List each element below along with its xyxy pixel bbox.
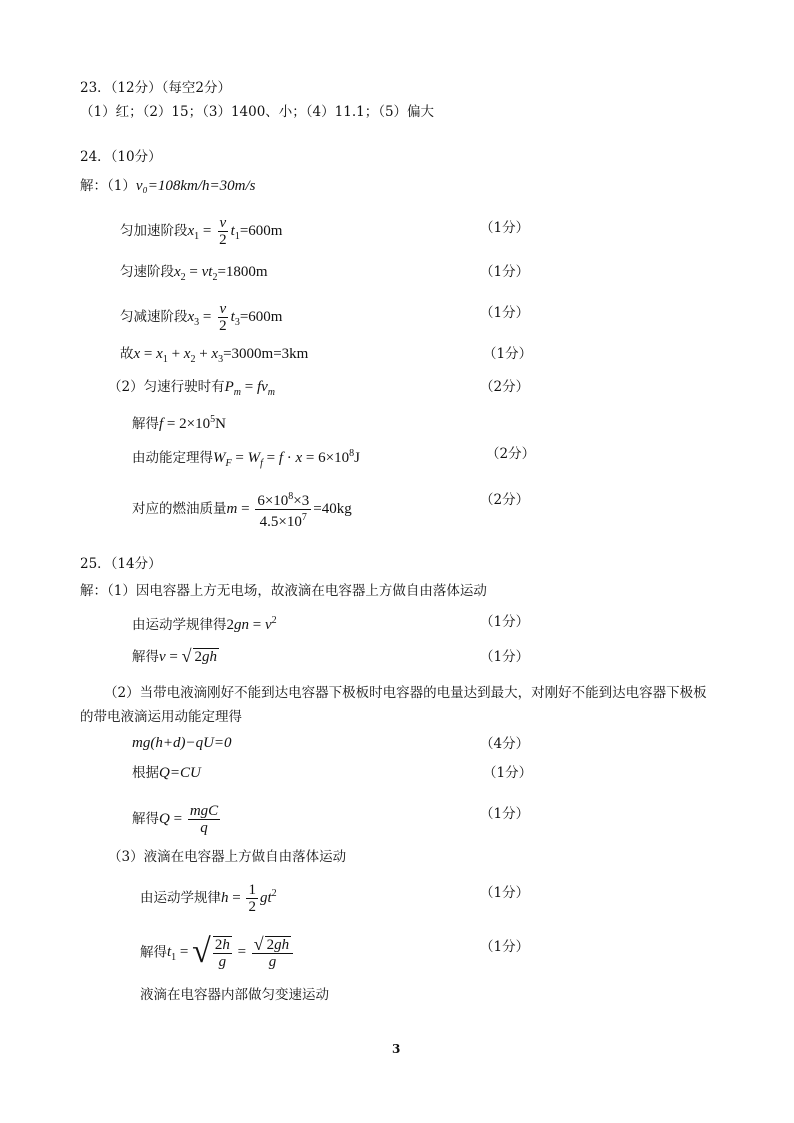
q24-stage2-label: 匀速阶段 (120, 264, 174, 280)
q25-score-5: （1分） (480, 806, 530, 822)
q25-part2-line2: 的带电液滴运用动能定理得 (80, 709, 242, 725)
q25-score-7: （1分） (480, 939, 530, 955)
q24-stage1-result: =600m (239, 222, 283, 239)
q25-kin: 由运动学规律得$2gn = v^2$ (132, 615, 277, 633)
q24-intro: 解：（1） (80, 178, 136, 194)
q24-stage2-result: =1800m (217, 264, 268, 280)
q25-score-4: （1分） (483, 765, 533, 781)
q25-q-eq: Q=CU (159, 765, 201, 781)
q25-part3: （3）液滴在电容器上方做自由落体运动 (108, 849, 347, 865)
q24-part2-label: （2）匀速行驶时有 (108, 379, 225, 395)
q24-score-6: （2分） (486, 446, 536, 462)
q24-score-4: （1分） (483, 346, 533, 362)
q25-kin2: 由运动学规律h = $\frac{1}{2}$ $gt^2$ (140, 882, 277, 915)
q24-stage1-label: 匀加速阶段 (120, 222, 188, 239)
q24-stage1: 匀加速阶段$x_1$ = $\frac{v}{2}$ $t_1=600m$ (120, 215, 283, 248)
q24-total-label: 故 (120, 346, 134, 362)
q24-total: 故$x = x_1 + x_2 + x_3=3000m=3km$ (120, 346, 309, 365)
q24-total-result: =3000m=3km (223, 346, 309, 362)
q24-stage2: 匀速阶段$x_2 = vt_2=1800m$ (120, 264, 268, 283)
q24-energy: 由动能定理得$W_F = W_f = f \cdot x = 6\times 10^8J$ (132, 448, 360, 469)
q25-solve-v: 解得v = √ 2gh (132, 646, 218, 666)
q25-energy-eq: mg(h+d)−qU=0 (132, 735, 232, 751)
q25-last: 液滴在电容器内部做匀变速运动 (140, 987, 329, 1003)
q25-solve-q: 解得Q = $\frac{\text{mgC}}{q}$ (132, 803, 219, 836)
q24-fuel-result: =40kg (313, 500, 352, 517)
q24-solve-f: 解得$f = 2\times 10^5N$ (132, 414, 226, 432)
q24-score-2: （1分） (480, 264, 530, 280)
q24-part2: （2）匀速行驶时有$P_m = fv_m$ (108, 379, 276, 398)
q25-kin-label: 由运动学规律得 (132, 617, 227, 633)
q25-solve-t: 解得$t_1$ = √ $\frac{2h}{g}$ = $\frac{√ 2gh}{g}$ (140, 936, 295, 970)
q23-heading: 23．（12分）（每空2分） (80, 80, 231, 96)
q24-solve-f-label: 解得 (132, 416, 159, 432)
q25-part2-line1: （2）当带电液滴刚好不能到达电容器下极板时电容器的电量达到最大，对刚好不能到达电容器下极板 (104, 685, 707, 701)
q25-solve-q-label: 解得 (132, 810, 159, 827)
q24-v0: v₀=108km/h=30m/s (135, 178, 256, 194)
q24-score-7: （2分） (480, 492, 530, 508)
page-number: 3 (392, 1042, 401, 1056)
q25-kin2-label: 由运动学规律 (140, 889, 221, 906)
q25-score-2: （1分） (480, 649, 530, 665)
q24-energy-label: 由动能定理得 (132, 450, 213, 466)
q25-score-3: （4分） (480, 736, 530, 752)
q25-part1: 解：（1）因电容器上方无电场，故液滴在电容器上方做自由落体运动 (80, 583, 487, 599)
q24-stage3-label: 匀减速阶段 (120, 308, 188, 325)
q25-solve-v-label: 解得 (132, 649, 159, 665)
q24-score-5: （2分） (480, 379, 530, 395)
q25-heading: 25．（14分） (80, 556, 162, 572)
q24-score-3: （1分） (480, 305, 530, 321)
q24-heading: 24．（10分） (80, 149, 162, 165)
q23-answers: （1）红；（2）15；（3）1400、小；（4）11.1；（5）偏大 (80, 104, 435, 120)
q25-q (132, 763, 201, 783)
q25-score-6: （1分） (480, 885, 530, 901)
q25-solve-t-label: 解得 (140, 944, 167, 961)
q24-stage3: 匀减速阶段$x_3$ = $\frac{v}{2}$ $t_3=600m$ (120, 301, 283, 334)
q24-fuel: 对应的燃油质量m = $\frac{6\times 10^8\times 3}{4.5\times 10^7}$ =40kg (132, 491, 352, 530)
q24-v0-line (80, 176, 255, 196)
q24-stage3-result: =600m (239, 308, 283, 325)
q24-fuel-label: 对应的燃油质量 (132, 500, 227, 517)
q25-q-label: 根据 (132, 765, 159, 781)
q24-score-1: （1分） (480, 220, 530, 236)
q25-score-1: （1分） (480, 614, 530, 630)
